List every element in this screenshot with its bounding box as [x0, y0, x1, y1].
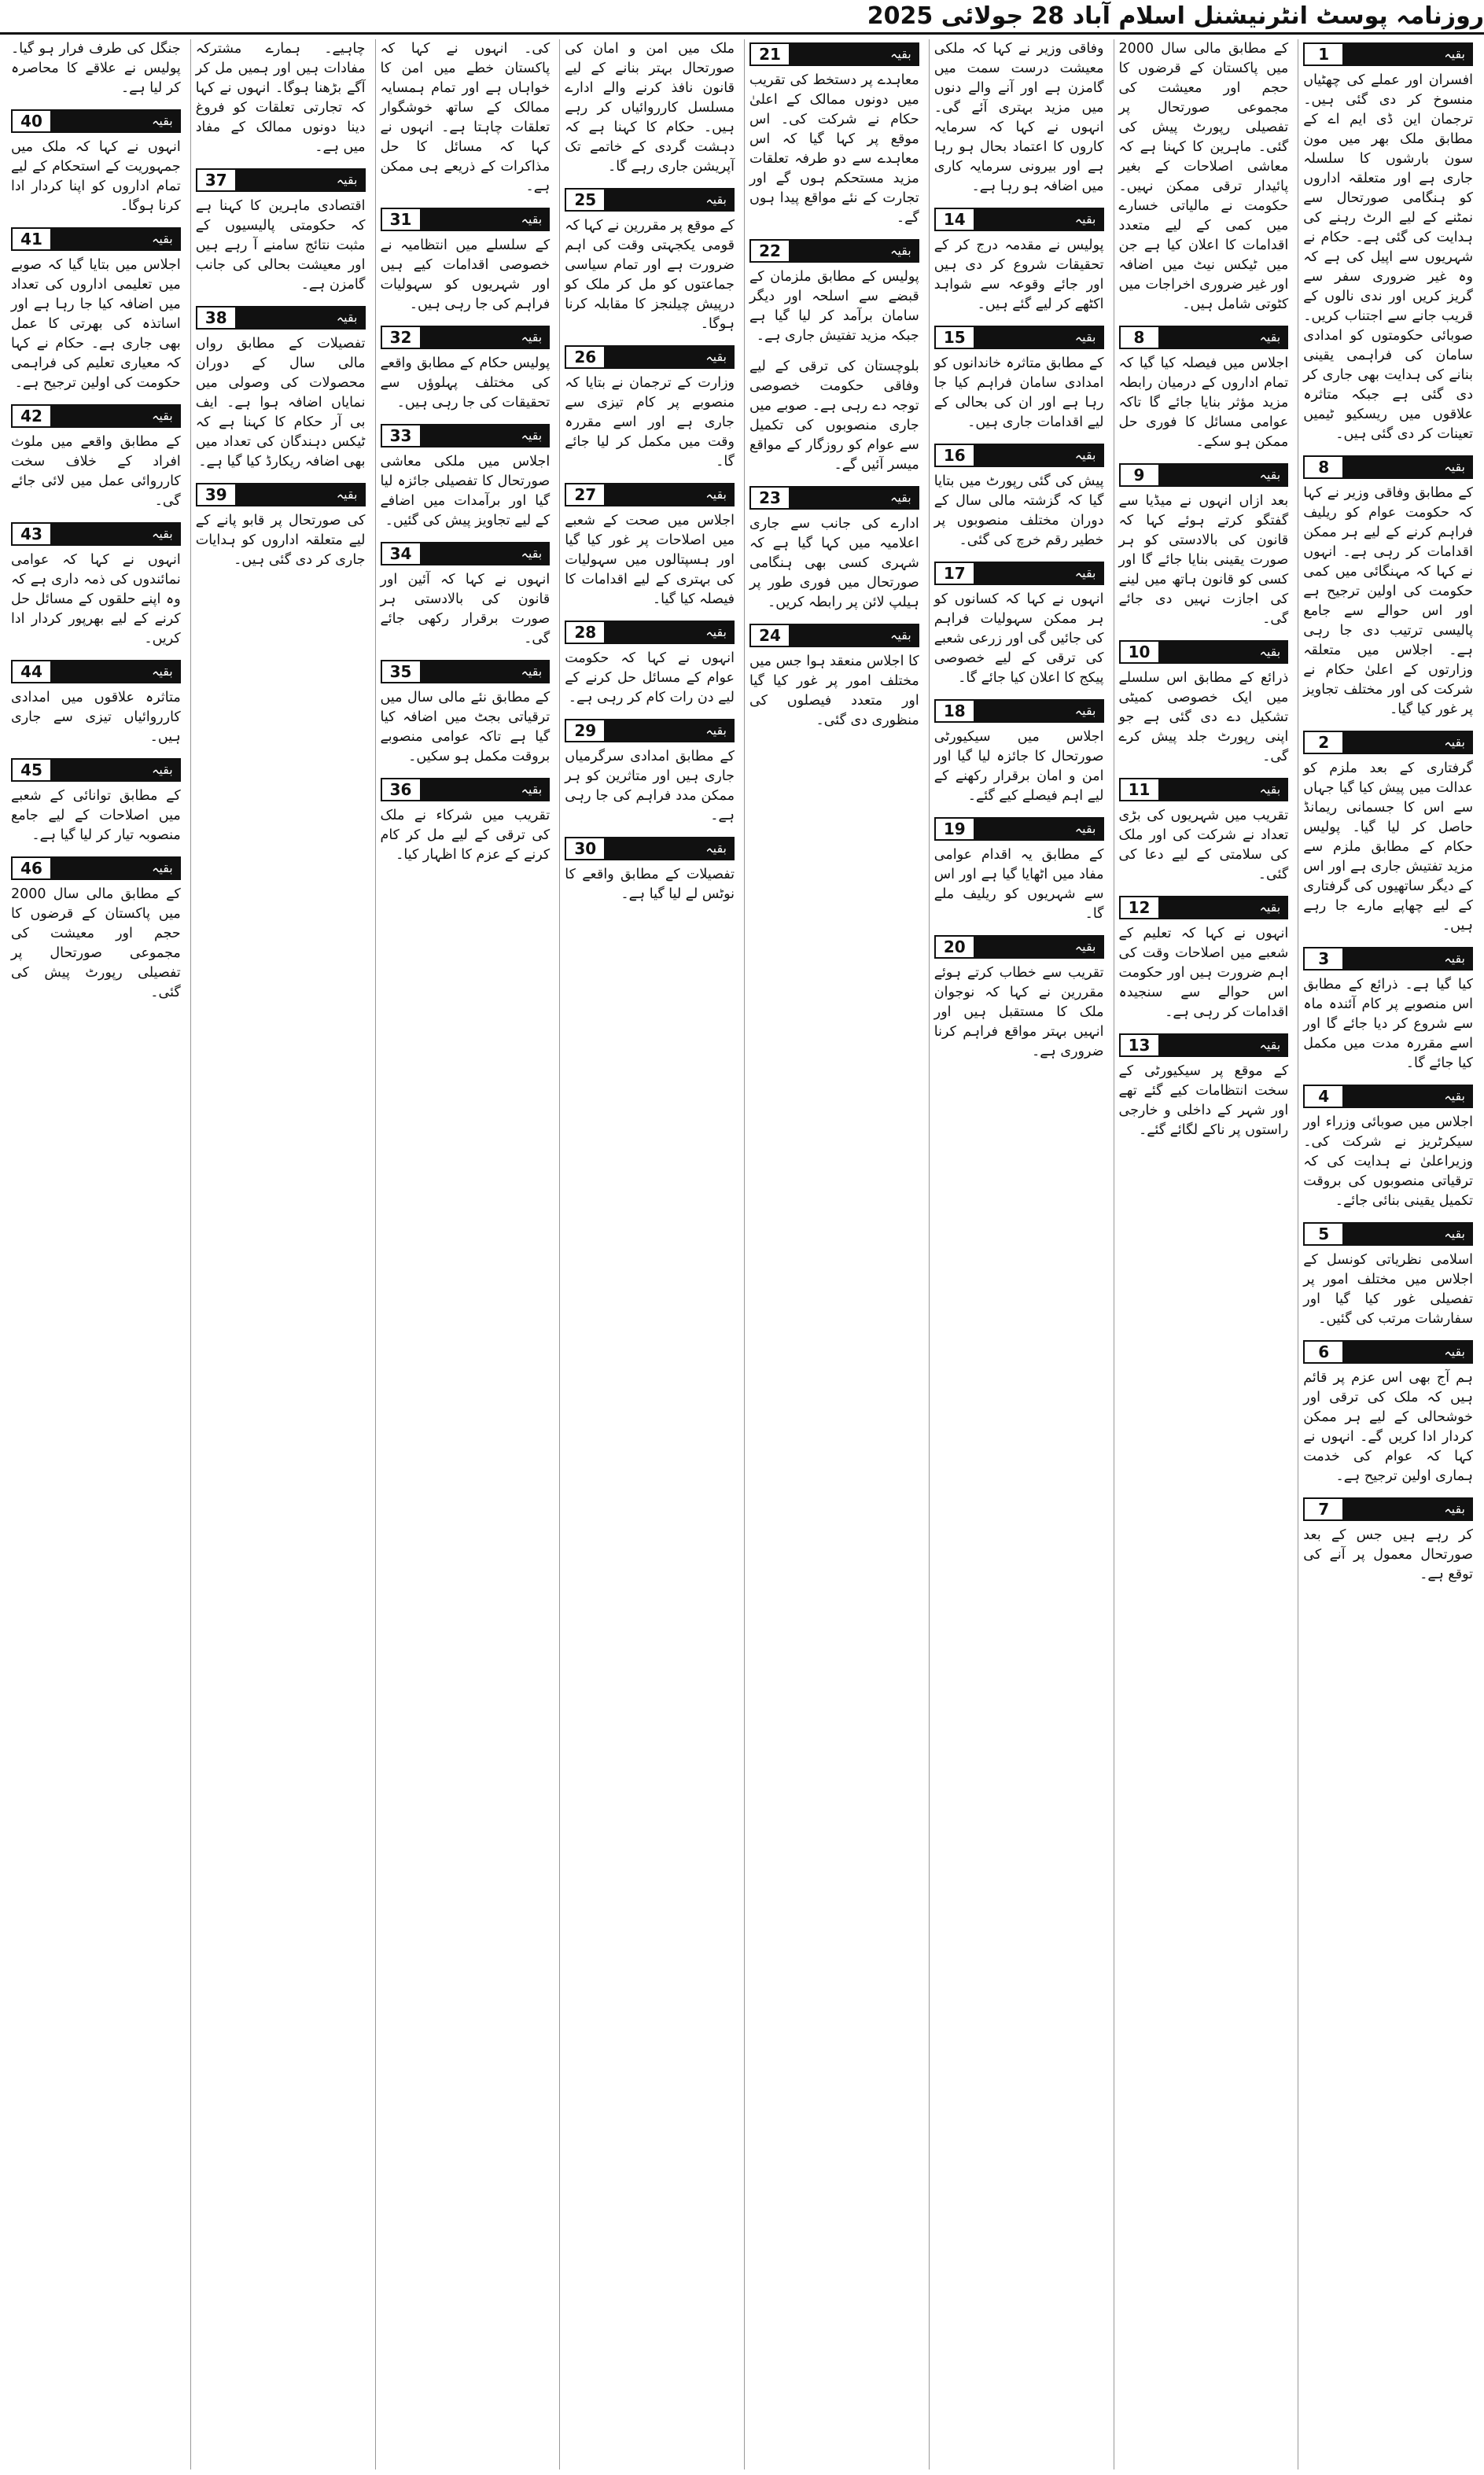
news-text: اجلاس میں سیکیورٹی صورتحال کا جائزہ لیا گیا اور امن و امان برقرار رکھنے کے لیے اہم فیصلے کیے گئے۔ — [933, 729, 1104, 804]
continuation-number: 41 — [13, 229, 50, 249]
continuation-number: 17 — [936, 563, 974, 584]
news-text: انہوں نے کہا کہ حکومت عوام کے مسائل حل کرنے کے لیے دن رات کام کر رہی ہے۔ — [565, 650, 735, 705]
continuation-tag — [196, 483, 366, 506]
continuation-label: بقیہ — [974, 819, 1103, 839]
news-text: کی۔ انہوں نے کہا کہ پاکستان خطے میں امن کا خواہاں ہے اور تمام ہمسایہ ممالک کے ساتھ خوشگوار تعلقات چاہتا ہے۔ انہوں نے کہا کہ مسائل کا حل مذاکرات کے ذریعے ہی ممکن ہے۔ — [380, 41, 551, 194]
news-text: اجلاس میں بتایا گیا کہ صوبے میں تعلیمی اداروں کی تعداد میں اضافہ کیا جا رہا ہے اور اساتذہ کی بھرتی کا عمل بھی جاری ہے۔ حکام نے کہا کہ معیاری تعلیم کی فراہمی حکومت کی اولین ترجیح ہے۔ — [11, 257, 181, 391]
news-item — [381, 778, 551, 865]
continuation-label: بقیہ — [420, 661, 549, 682]
news-text: اجلاس میں ملکی معاشی صورتحال کا تفصیلی جائزہ لیا گیا اور برآمدات میں اضافے کے لیے تجاویز پیش کی گئیں۔ — [380, 454, 551, 529]
continuation-label: بقیہ — [420, 327, 549, 348]
continuation-number: 14 — [936, 209, 974, 230]
continuation-tag — [565, 837, 735, 860]
continuation-label: بقیہ — [974, 937, 1103, 957]
continuation-label: بقیہ — [50, 661, 179, 682]
columns-container — [6, 39, 1478, 2469]
news-item — [1303, 731, 1473, 936]
continuation-label: بقیہ — [1342, 732, 1471, 753]
news-text: انہوں نے کہا کہ آئین اور قانون کی بالادستی ہر صورت برقرار رکھی جائے گی۔ — [380, 572, 551, 646]
continuation-label: بقیہ — [974, 209, 1103, 230]
news-text: کر رہے ہیں جس کے بعد صورتحال معمول پر آنے کی توقع ہے۔ — [1303, 1527, 1473, 1582]
continuation-label: بقیہ — [1158, 465, 1287, 485]
news-text: کے مطابق مالی سال 2000 میں پاکستان کے قرضوں کا حجم اور معیشت کی مجموعی صورتحال پر تفصیلی رپورٹ پیش کی گئی۔ ماہرین کا کہنا ہے کہ معاشی اصلاحات کے بغیر پائیدار ترقی ممکن نہیں۔ حکومت نے مالیاتی خسارے میں کمی کے لیے متعدد اقدامات کا اعلان کیا ہے جن میں ٹیکس نیٹ میں اضافہ اور غیر ضروری اخراجات میں کٹوتی شامل ہیں۔ — [1118, 41, 1289, 312]
continuation-number: 28 — [566, 622, 604, 643]
news-item — [565, 483, 735, 610]
news-text: تقریب میں شہریوں کی بڑی تعداد نے شرکت کی اور ملک کی سلامتی کے لیے دعا کی گئی۔ — [1118, 808, 1289, 882]
continuation-label: بقیہ — [420, 543, 549, 564]
news-item — [1303, 1085, 1473, 1211]
continuation-tag — [11, 856, 181, 880]
continuation-tag — [1119, 463, 1289, 487]
continuation-label: بقیہ — [604, 190, 733, 210]
news-item — [934, 208, 1104, 315]
continuation-label: بقیہ — [1342, 948, 1471, 969]
continuation-tag — [1303, 947, 1473, 970]
continuation-tag — [11, 660, 181, 683]
continuation-number: 43 — [13, 524, 50, 544]
news-item — [196, 39, 366, 157]
continuation-label: بقیہ — [1158, 642, 1287, 662]
continuation-number: 46 — [13, 858, 50, 878]
news-text: تقریب میں شرکاء نے ملک کی ترقی کے لیے مل کر کام کرنے کے عزم کا اظہار کیا۔ — [380, 808, 551, 863]
continuation-tag — [1119, 896, 1289, 919]
news-text: کے مطابق توانائی کے شعبے میں اصلاحات کے لیے جامع منصوبہ تیار کر لیا گیا ہے۔ — [11, 788, 181, 843]
news-text: اجلاس میں صحت کے شعبے میں اصلاحات پر غور کیا گیا اور ہسپتالوں میں سہولیات کی بہتری کے لیے اقدامات کا فیصلہ کیا گیا۔ — [565, 513, 735, 607]
news-item — [565, 621, 735, 708]
continuation-label: بقیہ — [1342, 1224, 1471, 1244]
continuation-tag — [934, 699, 1104, 723]
news-item — [565, 837, 735, 904]
news-text: گرفتاری کے بعد ملزم کو عدالت میں پیش کیا گیا جہاں سے اس کا جسمانی ریمانڈ حاصل کر لیا گیا۔ پولیس حکام کے مطابق ملزم سے مزید تفتیش جاری ہے اور اس کے دیگر ساتھیوں کی گرفتاری کے لیے چھاپے مارے جا رہے ہیں۔ — [1303, 761, 1473, 934]
continuation-number: 22 — [751, 241, 789, 261]
news-text: ذرائع کے مطابق اس سلسلے میں ایک خصوصی کمیٹی تشکیل دے دی گئی ہے جو اپنی رپورٹ جلد پیش کرے گی۔ — [1118, 670, 1289, 764]
news-item — [11, 39, 181, 98]
continuation-tag — [1303, 455, 1473, 479]
continuation-label: بقیہ — [50, 524, 179, 544]
continuation-number: 29 — [566, 720, 604, 741]
continuation-tag — [749, 486, 919, 510]
news-text: متاثرہ علاقوں میں امدادی کارروائیاں تیزی سے جاری ہیں۔ — [11, 690, 181, 745]
news-item — [934, 326, 1104, 433]
continuation-number: 13 — [1121, 1035, 1158, 1055]
continuation-tag — [381, 778, 551, 801]
continuation-label: بقیہ — [1158, 327, 1287, 348]
news-item — [565, 188, 735, 334]
continuation-number: 37 — [197, 170, 235, 190]
continuation-number: 20 — [936, 937, 974, 957]
news-text: اقتصادی ماہرین کا کہنا ہے کہ حکومتی پالیسیوں کے مثبت نتائج سامنے آ رہے ہیں اور معیشت بحالی کی جانب گامزن ہے۔ — [195, 198, 366, 293]
continuation-tag — [1119, 778, 1289, 801]
news-text: ادارے کی جانب سے جاری اعلامیہ میں کہا گیا ہے کہ شہری کسی بھی ہنگامی صورتحال میں فوری طور پر ہیلپ لائن پر رابطہ کریں۔ — [749, 516, 919, 610]
news-text: بعد ازاں انہوں نے میڈیا سے گفتگو کرتے ہوئے کہا کہ قانون کی بالادستی کو ہر صورت یقینی بنایا جائے گا اور کسی کو قانون ہاتھ میں لینے کی اجازت نہیں دی جائے گی۔ — [1118, 493, 1289, 627]
continuation-label: بقیہ — [235, 170, 364, 190]
news-text: تفصیلات کے مطابق رواں مالی سال کے دوران محصولات کی وصولی میں نمایاں اضافہ ہوا ہے۔ ایف بی آر حکام کا کہنا ہے کہ ٹیکس دہندگان کی تعداد میں بھی اضافہ ریکارڈ کیا گیا ہے۔ — [195, 336, 366, 470]
news-text: کے مطابق نئے مالی سال میں ترقیاتی بجٹ میں اضافہ کیا گیا ہے تاکہ عوامی منصوبے بروقت مکمل ہو سکیں۔ — [380, 690, 551, 764]
news-text: انہوں نے کہا کہ تعلیم کے شعبے میں اصلاحات وقت کی اہم ضرورت ہیں اور حکومت اس حوالے سے سنجیدہ اقدامات کر رہی ہے۔ — [1118, 926, 1289, 1020]
continuation-label: بقیہ — [604, 720, 733, 741]
news-text: اجلاس میں صوبائی وزراء اور سیکرٹریز نے شرکت کی۔ وزیراعلیٰ نے ہدایت کی کہ ترقیاتی منصوبوں کی بروقت تکمیل یقینی بنائی جائے۔ — [1303, 1114, 1473, 1209]
news-item — [381, 39, 551, 197]
news-item — [1303, 947, 1473, 1074]
news-text: پیش کی گئی رپورٹ میں بتایا گیا کہ گزشتہ مالی سال کے دوران مختلف منصوبوں پر خطیر رقم خرچ کی گئی۔ — [933, 473, 1104, 548]
news-text: انہوں نے کہا کہ عوامی نمائندوں کی ذمہ داری ہے کہ وہ اپنے حلقوں کے مسائل حل کرنے کے لیے بھرپور کردار ادا کریں۔ — [11, 552, 181, 646]
continuation-tag — [1119, 326, 1289, 349]
continuation-label: بقیہ — [50, 858, 179, 878]
news-text: کے مطابق متاثرہ خاندانوں کو امدادی سامان فراہم کیا جا رہا ہے اور ان کی بحالی کے لیے اقدامات جاری ہیں۔ — [933, 355, 1104, 430]
news-text: کے مطابق واقعے میں ملوث افراد کے خلاف سخت کارروائی عمل میں لائی جائے گی۔ — [11, 434, 181, 509]
continuation-tag — [934, 444, 1104, 467]
continuation-tag — [565, 483, 735, 506]
continuation-tag — [565, 345, 735, 369]
continuation-label: بقیہ — [974, 445, 1103, 466]
news-text: پولیس نے مقدمہ درج کر کے تحقیقات شروع کر دی ہیں اور جائے وقوعہ سے شواہد اکٹھے کر لیے گئے ہیں۔ — [933, 238, 1104, 312]
continuation-tag — [749, 624, 919, 647]
continuation-number: 11 — [1121, 779, 1158, 800]
continuation-number: 42 — [13, 406, 50, 426]
news-column — [190, 39, 370, 2469]
news-item — [1119, 326, 1289, 452]
news-column — [1114, 39, 1294, 2469]
continuation-label: بقیہ — [50, 760, 179, 780]
news-item — [934, 817, 1104, 924]
continuation-label: بقیہ — [789, 241, 918, 261]
news-item — [934, 935, 1104, 1062]
news-column — [929, 39, 1109, 2469]
continuation-label: بقیہ — [974, 327, 1103, 348]
continuation-tag — [1303, 1222, 1473, 1246]
continuation-tag — [196, 168, 366, 192]
news-text: پولیس حکام کے مطابق واقعے کی مختلف پہلوؤں سے تحقیقات کی جا رہی ہیں۔ — [380, 355, 551, 411]
continuation-label: بقیہ — [50, 406, 179, 426]
continuation-tag — [11, 227, 181, 251]
continuation-tag — [749, 239, 919, 263]
continuation-number: 35 — [382, 661, 420, 682]
news-item — [934, 562, 1104, 688]
news-text: تقریب سے خطاب کرتے ہوئے مقررین نے کہا کہ نوجوان ملک کا مستقبل ہیں اور انہیں بہتر مواقع فراہم کرنا ضروری ہے۔ — [933, 965, 1104, 1059]
continuation-tag — [934, 935, 1104, 959]
continuation-label: بقیہ — [1342, 1086, 1471, 1107]
continuation-number: 45 — [13, 760, 50, 780]
news-text: کی صورتحال پر قابو پانے کے لیے متعلقہ اداروں کو ہدایات جاری کر دی گئی ہیں۔ — [195, 513, 366, 568]
continuation-label: بقیہ — [789, 44, 918, 64]
continuation-tag — [381, 542, 551, 565]
news-item — [1303, 42, 1473, 444]
continuation-number: 44 — [13, 661, 50, 682]
continuation-number: 6 — [1305, 1342, 1342, 1362]
continuation-number: 27 — [566, 484, 604, 505]
continuation-tag — [11, 404, 181, 428]
continuation-number: 23 — [751, 488, 789, 508]
continuation-tag — [196, 306, 366, 330]
news-item — [1303, 1222, 1473, 1329]
continuation-number: 5 — [1305, 1224, 1342, 1244]
news-text: اسلامی نظریاتی کونسل کے اجلاس میں مختلف امور پر تفصیلی غور کیا گیا اور سفارشات مرتب کی گئیں۔ — [1303, 1252, 1473, 1327]
continuation-label: بقیہ — [1158, 897, 1287, 918]
news-text: کے موقع پر مقررین نے کہا کہ قومی یکجہتی وقت کی اہم ضرورت ہے اور تمام سیاسی جماعتوں کو مل کر ملک کو درپیش چیلنجز کا مقابلہ کرنا ہوگا۔ — [565, 218, 735, 332]
continuation-number: 25 — [566, 190, 604, 210]
news-column — [1298, 39, 1478, 2469]
continuation-label: بقیہ — [50, 229, 179, 249]
news-item — [565, 345, 735, 472]
continuation-number: 8 — [1305, 457, 1342, 477]
news-item — [11, 404, 181, 511]
news-item — [1119, 778, 1289, 885]
news-text: چاہیے۔ ہمارے مشترکہ مفادات ہیں اور ہمیں مل کر آگے بڑھنا ہوگا۔ انہوں نے کہا کہ تجارتی تعلقات کو فروغ دینا دونوں ممالک کے مفاد میں ہے۔ — [195, 41, 366, 155]
continuation-number: 31 — [382, 209, 420, 230]
news-text: ملک میں امن و امان کی صورتحال بہتر بنانے کے لیے قانون نافذ کرنے والے ادارے مسلسل کارروائیاں کر رہے ہیں۔ حکام کا کہنا ہے کہ دہشت گردی کے خاتمے تک آپریشن جاری رہے گا۔ — [565, 41, 735, 175]
continuation-number: 2 — [1305, 732, 1342, 753]
continuation-tag — [1303, 42, 1473, 66]
news-column — [744, 39, 924, 2469]
news-text: معاہدے پر دستخط کی تقریب میں دونوں ممالک کے اعلیٰ حکام نے شرکت کی۔ اس موقع پر کہا گیا کہ اس معاہدے سے دو طرفہ تعلقات مزید مستحکم ہوں گے اور تجارت کے نئے مواقع پیدا ہوں گے۔ — [749, 72, 919, 226]
continuation-number: 16 — [936, 445, 974, 466]
continuation-label: بقیہ — [1342, 457, 1471, 477]
continuation-label: بقیہ — [1342, 1342, 1471, 1362]
continuation-number: 4 — [1305, 1086, 1342, 1107]
news-item — [1119, 1033, 1289, 1140]
news-text: کیا گیا ہے۔ ذرائع کے مطابق اس منصوبے پر کام آئندہ ماہ سے شروع کر دیا جائے گا اور اسے مقررہ مدت میں مکمل کیا جائے گا۔ — [1303, 977, 1473, 1071]
continuation-tag — [11, 522, 181, 546]
continuation-label: بقیہ — [50, 111, 179, 131]
news-item — [1303, 1340, 1473, 1486]
continuation-number: 9 — [1121, 465, 1158, 485]
continuation-label: بقیہ — [974, 563, 1103, 584]
continuation-label: بقیہ — [604, 484, 733, 505]
continuation-label: بقیہ — [420, 779, 549, 800]
news-item — [11, 109, 181, 216]
continuation-tag — [381, 660, 551, 683]
news-item — [934, 699, 1104, 806]
news-item — [1119, 463, 1289, 629]
continuation-number: 10 — [1121, 642, 1158, 662]
continuation-tag — [381, 326, 551, 349]
news-item — [11, 856, 181, 1003]
continuation-number: 32 — [382, 327, 420, 348]
news-item — [934, 444, 1104, 551]
continuation-number: 26 — [566, 347, 604, 367]
continuation-tag — [934, 817, 1104, 841]
continuation-tag — [565, 188, 735, 212]
continuation-number: 8 — [1121, 327, 1158, 348]
news-text: ہم آج بھی اس عزم پر قائم ہیں کہ ملک کی ترقی اور خوشحالی کے لیے ہر ممکن کردار ادا کریں گے۔ انہوں نے کہا کہ عوام کی خدمت ہماری اولین ترجیح ہے۔ — [1303, 1370, 1473, 1484]
news-text: کا اجلاس منعقد ہوا جس میں مختلف امور پر غور کیا گیا اور متعدد فیصلوں کی منظوری دی گئی۔ — [749, 654, 919, 728]
continuation-label: بقیہ — [1158, 1035, 1287, 1055]
continuation-label: بقیہ — [1342, 44, 1471, 64]
continuation-label: بقیہ — [235, 484, 364, 505]
news-item — [565, 719, 735, 826]
news-text: انہوں نے کہا کہ ملک میں جمہوریت کے استحکام کے لیے تمام اداروں کو اپنا کردار ادا کرنا ہوگا۔ — [11, 139, 181, 214]
continuation-label: بقیہ — [1342, 1499, 1471, 1519]
news-text: کے مطابق یہ اقدام عوامی مفاد میں اٹھایا گیا ہے اور اس سے شہریوں کو ریلیف ملے گا۔ — [933, 847, 1104, 922]
continuation-number: 12 — [1121, 897, 1158, 918]
continuation-label: بقیہ — [1158, 779, 1287, 800]
continuation-tag — [565, 719, 735, 742]
news-text: تفصیلات کے مطابق واقعے کا نوٹس لے لیا گیا ہے۔ — [565, 867, 735, 902]
continuation-tag — [1303, 1340, 1473, 1364]
news-item — [11, 660, 181, 747]
continuation-label: بقیہ — [789, 625, 918, 646]
news-text: کے موقع پر سیکیورٹی کے سخت انتظامات کیے گئے تھے اور شہر کے داخلی و خارجی راستوں پر ناکے لگائے گئے۔ — [1118, 1063, 1289, 1138]
continuation-number: 19 — [936, 819, 974, 839]
news-column — [375, 39, 555, 2469]
news-item — [1303, 455, 1473, 720]
news-item — [1119, 896, 1289, 1022]
continuation-label: بقیہ — [974, 701, 1103, 721]
continuation-tag — [934, 326, 1104, 349]
news-text: وزارت کے ترجمان نے بتایا کہ منصوبے پر کام تیزی سے جاری ہے اور اسے مقررہ وقت میں مکمل کر لیا جائے گا۔ — [565, 375, 735, 470]
continuation-number: 36 — [382, 779, 420, 800]
news-item — [1303, 1497, 1473, 1585]
continuation-number: 30 — [566, 838, 604, 859]
news-item — [11, 758, 181, 845]
continuation-label: بقیہ — [604, 838, 733, 859]
continuation-tag — [1303, 731, 1473, 754]
continuation-number: 38 — [197, 308, 235, 328]
continuation-label: بقیہ — [420, 209, 549, 230]
news-item — [749, 486, 919, 613]
continuation-tag — [1119, 640, 1289, 664]
news-item — [381, 660, 551, 767]
news-item — [381, 208, 551, 315]
continuation-tag — [11, 109, 181, 133]
news-text: اجلاس میں فیصلہ کیا گیا کہ تمام اداروں کے درمیان رابطہ مزید مؤثر بنایا جائے گا تاکہ عوامی مسائل کا فوری حل ممکن ہو سکے۔ — [1118, 355, 1289, 450]
news-text: وفاقی وزیر نے کہا کہ ملکی معیشت درست سمت میں گامزن ہے اور آنے والے دنوں میں مزید بہتری آئے گی۔ انہوں نے کہا کہ سرمایہ کاروں کا اعتماد بحال ہو رہا ہے اور بیرونی سرمایہ کاری میں اضافہ ہو رہا ہے۔ — [933, 41, 1104, 194]
news-item — [381, 326, 551, 413]
continuation-tag — [1119, 1033, 1289, 1057]
continuation-number: 15 — [936, 327, 974, 348]
news-text: انہوں نے کہا کہ کسانوں کو ہر ممکن سہولیات فراہم کی جائیں گی اور زرعی شعبے کی ترقی کے لیے خصوصی پیکج کا اعلان کیا جائے گا۔ — [933, 591, 1104, 686]
news-item — [11, 522, 181, 649]
continuation-tag — [934, 562, 1104, 585]
news-item — [196, 168, 366, 295]
news-item — [1119, 640, 1289, 767]
news-item — [749, 357, 919, 475]
news-item — [934, 39, 1104, 197]
continuation-number: 24 — [751, 625, 789, 646]
continuation-tag — [381, 208, 551, 231]
continuation-label: بقیہ — [604, 622, 733, 643]
continuation-number: 7 — [1305, 1499, 1342, 1519]
news-item — [381, 542, 551, 649]
continuation-number: 1 — [1305, 44, 1342, 64]
news-column — [6, 39, 186, 2469]
continuation-tag — [1303, 1497, 1473, 1521]
continuation-number: 40 — [13, 111, 50, 131]
continuation-tag — [934, 208, 1104, 231]
continuation-number: 18 — [936, 701, 974, 721]
news-text: کے سلسلے میں انتظامیہ نے خصوصی اقدامات کیے ہیں اور شہریوں کو سہولیات فراہم کی جا رہی ہیں۔ — [380, 238, 551, 312]
continuation-number: 34 — [382, 543, 420, 564]
continuation-number: 39 — [197, 484, 235, 505]
continuation-tag — [749, 42, 919, 66]
continuation-number: 33 — [382, 425, 420, 446]
news-item — [749, 624, 919, 731]
news-item — [11, 227, 181, 393]
masthead-title: روزنامہ پوسٹ انٹرنیشنل اسلام آباد 28 جولائی 2025 — [867, 2, 1484, 30]
news-text: کے مطابق امدادی سرگرمیاں جاری ہیں اور متاثرین کو ہر ممکن مدد فراہم کی جا رہی ہے۔ — [565, 749, 735, 823]
news-item — [1119, 39, 1289, 315]
news-item — [565, 39, 735, 177]
news-item — [749, 42, 919, 228]
news-text: پولیس کے مطابق ملزمان کے قبضے سے اسلحہ اور دیگر سامان برآمد کر لیا گیا ہے جبکہ مزید تفتیش جاری ہے۔ — [749, 269, 919, 344]
news-item — [749, 239, 919, 346]
masthead — [0, 0, 1484, 35]
continuation-number: 21 — [751, 44, 789, 64]
news-item — [196, 483, 366, 570]
news-text: کے مطابق مالی سال 2000 میں پاکستان کے قرضوں کا حجم اور معیشت کی مجموعی صورتحال پر تفصیلی رپورٹ پیش کی گئی۔ — [11, 886, 181, 1000]
continuation-label: بقیہ — [235, 308, 364, 328]
news-item — [381, 424, 551, 531]
continuation-number: 3 — [1305, 948, 1342, 969]
news-text: کے مطابق وفاقی وزیر نے کہا کہ حکومت عوام کو ریلیف فراہم کرنے کے لیے ہر ممکن اقدامات کر رہی ہے۔ انہوں نے کہا کہ مہنگائی میں کمی حکومت کی اولین ترجیح ہے اور اس حوالے سے جامع پالیسی ترتیب دی جا رہی ہے۔ اجلاس میں متعلقہ وزارتوں کے اعلیٰ حکام نے شرکت کی اور مختلف تجاویز پر غور کیا گیا۔ — [1303, 485, 1473, 717]
news-text: افسران اور عملے کی چھٹیاں منسوخ کر دی گئی ہیں۔ ترجمان این ڈی ایم اے کے مطابق ملک بھر میں مون سون بارشوں کا سلسلہ جاری ہے اور متعلقہ اداروں کو ہنگامی صورتحال سے نمٹنے کے لیے الرٹ رہنے کی ہدایت کی گئی ہے۔ حکام نے شہریوں سے اپیل کی ہے کہ وہ غیر ضروری سفر سے گریز کریں اور ندی نالوں کے قریب جانے سے اجتناب کریں۔ صوبائی حکومتوں کو امدادی سامان کی فراہمی یقینی بنانے کی ہدایت بھی جاری کر دی گئی ہے جبکہ متاثرہ علاقوں میں ریسکیو ٹیمیں تعینات کر دی گئی ہیں۔ — [1303, 72, 1473, 442]
continuation-tag — [1303, 1085, 1473, 1108]
continuation-label: بقیہ — [604, 347, 733, 367]
continuation-tag — [565, 621, 735, 644]
news-text: جنگل کی طرف فرار ہو گیا۔ پولیس نے علاقے کا محاصرہ کر لیا ہے۔ — [11, 41, 181, 96]
news-item — [196, 306, 366, 472]
continuation-label: بقیہ — [789, 488, 918, 508]
continuation-tag — [11, 758, 181, 782]
continuation-tag — [381, 424, 551, 447]
news-column — [559, 39, 739, 2469]
continuation-label: بقیہ — [420, 425, 549, 446]
news-text: بلوچستان کی ترقی کے لیے وفاقی حکومت خصوصی توجہ دے رہی ہے۔ صوبے میں جاری منصوبوں کی تکمیل سے عوام کو روزگار کے مواقع میسر آئیں گے۔ — [749, 359, 919, 473]
